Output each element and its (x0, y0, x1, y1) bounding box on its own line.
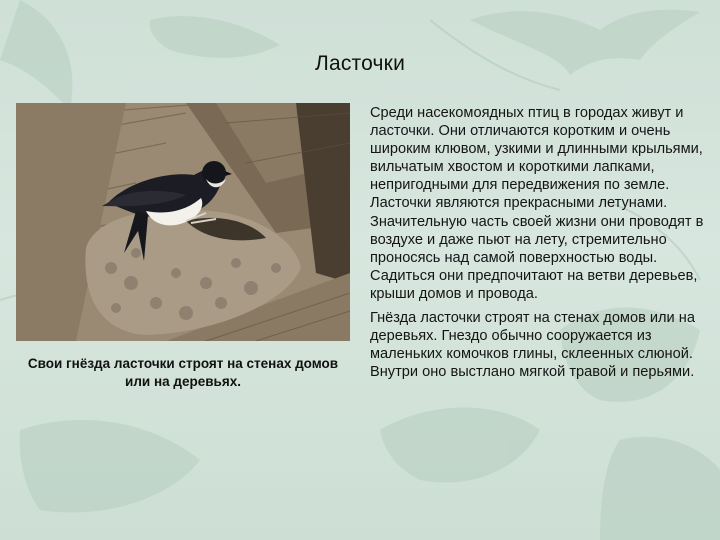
paragraph-1: Среди насекомоядных птиц в городах живут и ласточки. Они отличаются коротким и очень широким клювом, узкими и длинными крыльями, вильчатым хвостом и короткими лапками, непригодными для передвижения по земле. Ласточки являются прекрасными летунами. Значительную часть своей жизни они проводят в воздухе и даже пьют на лету, стремительно проносясь над самой поверхностью воды. Садиться они предпочитают на ветви деревьев, крыши домов и провода. (370, 105, 704, 302)
photo-caption: Свои гнёзда ласточки строят на стенах домов или на деревьях. (27, 356, 339, 389)
paragraph-2: Гнёзда ласточки строят на стенах домов или на деревьях. Гнездо обычно сооружается из маленьких комочков глины, склеенных слюной. Внутри оно выстлано мягкой травой и перьями. (370, 310, 695, 381)
swallow-nest-photo (16, 103, 350, 341)
slide-title: Ласточки (314, 52, 406, 75)
article-text (370, 104, 705, 387)
